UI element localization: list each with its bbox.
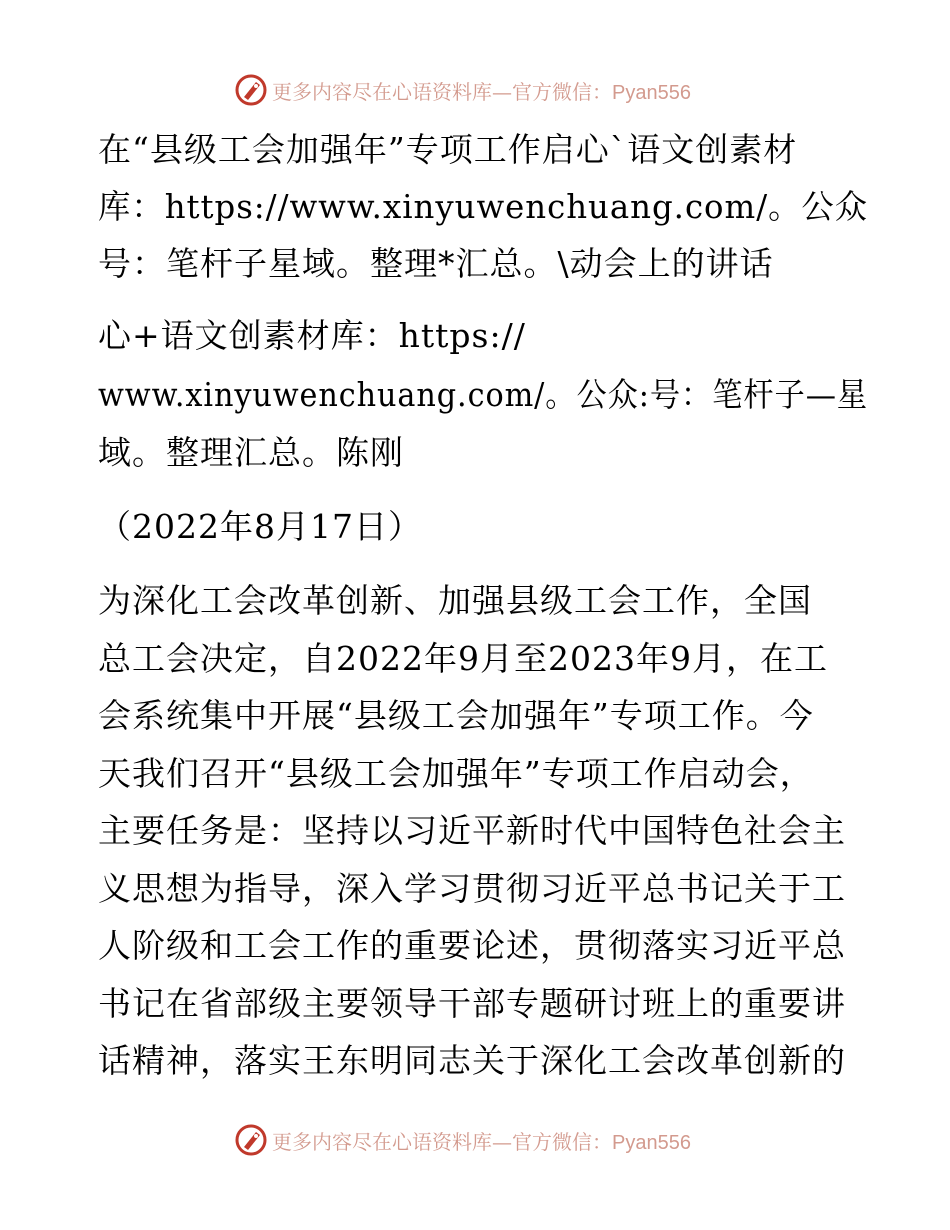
header-watermark-banner (0, 70, 950, 110)
text-line: 会系统集中开展“县级工会加强年”专项工作。今 (98, 696, 814, 735)
text-line: www.xinyuwenchuang.com/。公众:号：笔杆子—星 (98, 375, 869, 414)
text-line: 义思想为指导，深入学习贯彻习近平总书记关于工 (98, 869, 846, 908)
footer-watermark-banner (0, 1120, 950, 1160)
text-line: 主要任务是：坚持以习近平新时代中国特色社会主 (98, 811, 846, 850)
text-line: 话精神，落实王东明同志关于深化工会改革创新的 (98, 1041, 846, 1080)
pen-nib-logo-icon (234, 1123, 268, 1157)
wechat-id: Pyan556 (612, 1131, 691, 1154)
text-line: 总工会决定，自2022年9月至2023年9月，在工 (98, 639, 828, 678)
text-line: 在“县级工会加强年”专项工作启心`语文创素材 (98, 130, 798, 169)
text-line: 书记在省部级主要领导干部专题研讨班上的重要讲 (98, 984, 846, 1023)
banner-text: 更多内容尽在心语资料库—官方微信：Pyan556 (272, 1129, 691, 1154)
text-line: 人阶级和工会工作的重要论述，贯彻落实习近平总 (98, 926, 846, 965)
text-line: 域。整理汇总。陈刚 (98, 433, 404, 472)
pen-nib-logo-icon (234, 73, 268, 107)
text-line: 天我们召开“县级工会加强年”专项工作启动会， (98, 754, 814, 793)
date-line: （2022年8月17日） (98, 507, 422, 546)
wechat-id: Pyan556 (612, 81, 691, 104)
banner-text: 更多内容尽在心语资料库—官方微信：Pyan556 (272, 79, 691, 104)
text-line: 库：https://www.xinyuwenchuang.com/。公众 (98, 187, 869, 226)
text-line: 为深化工会改革创新、加强县级工会工作，全国 (98, 581, 812, 620)
text-line: 心+语文创素材库：https:// (98, 316, 526, 355)
text-line: 号：笔杆子星域。整理*汇总。\动会上的讲话 (98, 244, 774, 283)
